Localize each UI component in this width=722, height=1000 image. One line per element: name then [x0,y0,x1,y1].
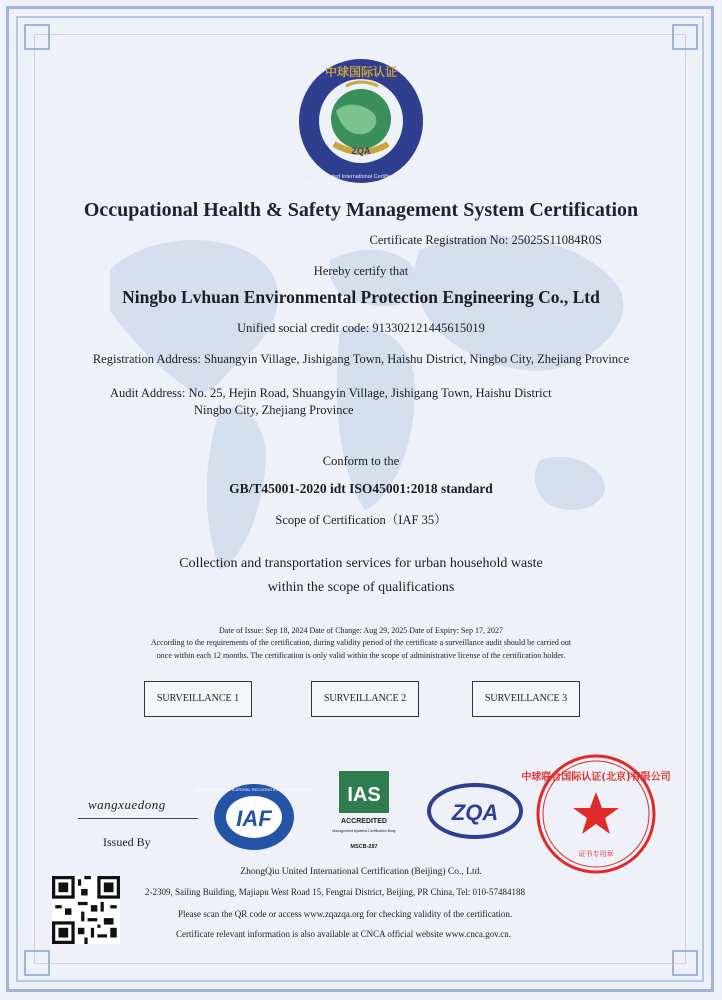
iaf-ring-text: MEMBER OF MULTILATERAL RECOGNITION ARRANGEMENT [196,787,312,792]
corner-ornament [672,950,698,976]
audit-address-line1: Audit Address: No. 25, Hejin Road, Shuangyin Village, Jishigang Town, Haishu District [110,386,552,400]
zqa-globe-seal [286,56,436,186]
iaf-logo [196,782,312,852]
signature: wangxuedong [88,797,166,812]
iaf-text: IAF [236,806,272,831]
hereby-certify: Hereby certify that [313,264,409,278]
signature-line [78,818,198,819]
credit-code: Unified social credit code: 913302121445615019 [237,321,485,335]
ias-text: IAS [347,784,381,806]
red-seal-bottom-text: 证书专用章 [578,850,614,858]
certificate-title: Occupational Health & Safety Management System Certification [83,199,639,221]
requirement-line2: once within each 12 months. The certification is only valid within the scope of administrative license of the certification holder. [156,651,566,660]
standard: GB/T45001-2020 idt ISO45001:2018 standard [229,481,493,496]
ias-code: MSCB-287 [350,844,378,850]
surveillance-box-1: SURVEILLANCE 1 [144,681,252,717]
conform-to: Conform to the [322,454,400,468]
ias-logo [332,770,396,856]
red-company-seal [521,752,671,876]
corner-ornament [24,24,50,50]
registration-number: Certificate Registration No: 25025S11084R0S [369,233,602,247]
footer-scan-note: Please scan the QR code or access www.zqazqa.org for checking validity of the certification. [178,909,513,919]
zqa-logo [426,782,524,840]
verification-qr-code[interactable] [52,876,120,944]
seal-english-text: ZhongQiu United International Certification Co., Ltd [298,174,424,180]
certificate-dates: Date of Issue: Sep 18, 2024 Date of Change: Aug 29, 2025 Date of Expiry: Sep 17, 2027 [219,626,503,635]
surveillance-box-2: SURVEILLANCE 2 [311,681,419,717]
seal-chinese-text: 中球国际认证 [324,65,398,79]
footer-company: ZhongQiu United International Certification (Beijing) Co., Ltd. [240,867,482,877]
footer-cnca-note: Certificate relevant information is also available at CNCA official website www.cnca.gov.cn. [176,929,512,939]
company-name: Ningbo Lvhuan Environmental Protection Engineering Co., Ltd [122,287,600,307]
corner-ornament [672,24,698,50]
scope-heading: Scope of Certification（IAF 35） [275,513,447,527]
audit-address-line2: Ningbo City, Zhejiang Province [194,403,354,417]
ias-sub-text: Management Systems Certification Body [332,829,396,833]
red-seal-text: 中球联合国际认证(北京)有限公司 [521,772,671,783]
zqa-text: ZQA [451,800,499,825]
corner-ornament [24,950,50,976]
scope-line1: Collection and transportation services for urban household waste [179,556,543,571]
ias-accredited-text: ACCREDITED [341,818,387,825]
footer-address: 2-2309, Sailing Building, Majiapu West Road 15, Fengtai District, Beijing, PR China, Tel: 010-57484188 [145,887,526,897]
registration-address: Registration Address: Shuangyin Village, Jishigang Town, Haishu District, Ningbo City, Zhejiang Province [92,352,630,366]
surveillance-box-3: SURVEILLANCE 3 [472,681,580,717]
scope-line2: within the scope of qualifications [267,580,455,595]
requirement-line1: According to the requirements of the certification, during validity period of the certificate a surveillance audit should be carried out [150,638,572,647]
issued-by-label: Issued By [103,835,151,849]
seal-abbr: ZQA [351,146,371,156]
